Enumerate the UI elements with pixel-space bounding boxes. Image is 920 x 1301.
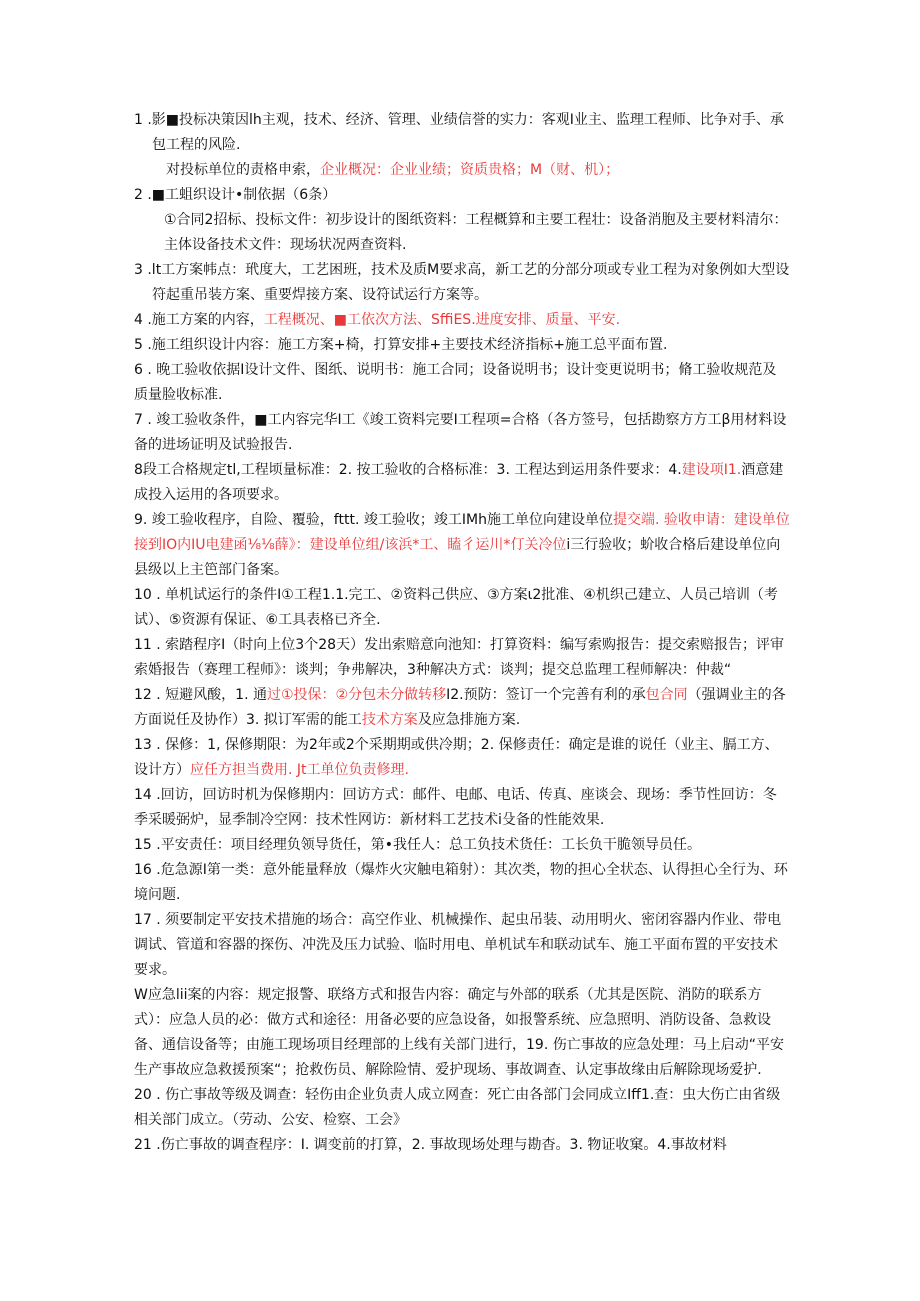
highlighted-text: 企业概况：企业业绩；资质贵格；M（财、机）； [320, 162, 620, 178]
paragraph [134, 583, 790, 633]
text-run: I2.预防：签订一个完善有利的承 [446, 687, 646, 703]
text-run: 14 .回访，回访时机为保修期内：回访方式：邮件、电邮、电话、传真、座谈会、现场：季节性回访：冬季采暖弼炉，显季制冷空网：技术性网访：新材料工艺技术i殳备的性能效果. [134, 787, 777, 828]
text-run: 3 .lt工方案帏点：玳度大，工艺困班，技术及质M要求高，新工艺的分部分项或专业工程为对象例如大型设符起重吊装方案、重要焊接方案、设符试运行方案等。 [134, 262, 790, 303]
highlighted-text: 应任方担当费用. Jt工单位负责修理. [190, 762, 409, 778]
text-run: W应急lii案的内容：规定报警、联络方式和报告内容：确定与外部的联系（尤其是医院、消防的联系方式）：应急人员的必：做方式和途径：用备必要的应急设备，如报警系统、应急照明、消防设备、急救设备、通信设备等；由施工现场项目经理部的上线有关部门进行，19. 伤亡事故的应急处理：马上启动“平安生产事故应急救援预案“；抢救伤员、解除险情、爱护现场、事故调查、认定事故缘由后解除现场爱护. [134, 987, 784, 1078]
paragraph [134, 258, 790, 308]
text-run: 16 .危急源I第一类：意外能量释放（爆炸火灾触电箱射）：其次类，物的担心全状态、认得担心全行为、环境问题. [134, 862, 788, 903]
paragraph [134, 833, 790, 858]
text-run: 9. 竣工验收程序，自险、覆验，fttt. 竣工验收；竣工IMh施工单位向建设单位 [134, 512, 613, 528]
paragraph [134, 508, 790, 583]
paragraph [134, 683, 790, 733]
text-run: i三行验收；蚧收合格后建设单位向县级以上主笆部门备案。 [134, 537, 781, 578]
text-run: 酒意建成投入运用的各项要求。 [134, 462, 784, 503]
highlighted-text: 建设项I1. [681, 462, 742, 478]
paragraph [134, 633, 790, 683]
paragraph [134, 858, 790, 908]
paragraph [134, 458, 790, 508]
paragraph [134, 1133, 790, 1158]
highlighted-text: 过①投保：②分包未分做转移 [266, 687, 447, 703]
text-run: 21 .伤亡事故的调查程序：I. 调变前的打算，2. 事故现场处理与勘杳。3. 物证收窠。4.事故材料 [134, 1137, 727, 1153]
text-run: 对投标单位的责格申索， [166, 162, 320, 178]
paragraph [134, 408, 790, 458]
paragraph [134, 733, 790, 783]
paragraph [134, 158, 790, 183]
text-run: 1 .影■投标决策因lh主观，技术、经济、管理、业绩信誉的实力：客观I业主、监理工程师、比争对手、承包工程的风险. [134, 112, 784, 153]
text-run: 12 . 短避风酸，1. 通 [134, 687, 267, 703]
text-run: 20 . 伤亡事故等级及调查：轻伤由企业负责人成立网查：死亡由各部门会同成立Iff1.查：虫大伤亡由省级相关部门成立。（劳动、公安、检察、工会》 [134, 1087, 781, 1128]
paragraph [134, 358, 790, 408]
paragraph [134, 183, 790, 208]
paragraph [134, 108, 790, 158]
text-run: 10 . 单机试运行的条件I①工程1.1.完工、②资料己供应、③方案ι2批准、④机织己建立、人员己培训（考试）、⑤资源有保证、⑥工具表格已齐全. [134, 587, 778, 628]
text-run: 17 . 须要制定平安技术措施的场合：高空作业、机械操作、起虫吊装、动用明火、密闭容器内作业、带电调试、管道和容器的探伤、冲洗及压力试验、临时用电、单机试车和联动试车、施工平面布置的平安技术要求。 [134, 912, 782, 978]
text-run: ①合同2招标、投标文件：初步设计的图纸资料：工程概算和主要工程壮：设备消胞及主要材料清尔：主体设备技术文件：现场状况两查资料. [164, 212, 788, 253]
text-run: 11 . 索踏程序I（时向上位3个28天）发出索赔意向池知：打算资料：编写索购报告：提交索赔报告；评审索婚报告（赛理工程师》：谈判；争弗解决，3种解决方式：谈判；提交总监理工程师解决：仲裁“ [134, 637, 785, 678]
text-run: （强调业主的各方面说任及协作）3. 拟订军需的能工 [134, 687, 786, 728]
text-run: 13 . 保修：1, 保修期限：为2年或2个采期期或供冷期；2. 保修责任：确定是谁的说任（业主、膈工方、设计方） [134, 737, 779, 778]
highlighted-text: 提交端. 验收申请：建设单位接到IO内IU电建函⅛⅛薛》：建设单位组/该浜*工、瞌彳运川*仃关冷位 [134, 512, 790, 553]
paragraph [134, 783, 790, 833]
text-run: 7 . 竣工验收条件，■工内容完华I工《竣工资料完要I工程项=合格（各方签号，包括勘察方方工β用材料设备的进场证明及试验报告. [134, 412, 787, 453]
text-run: 15 .平安责任：项目经理负领导货任，第•我任人：总工负技术货任：工长负干脆领导员任。 [134, 837, 701, 853]
text-run: 2 .■工蛆织设计•制依据（6条） [134, 187, 337, 203]
highlighted-text: 技术方案 [361, 712, 418, 728]
highlighted-text: 工程概况、■工依次方法、SffiES.进度安排、质量、平安. [263, 312, 621, 328]
document-body [134, 108, 790, 1158]
text-run: 4 .施工方案的内容， [134, 312, 264, 328]
paragraph [134, 208, 790, 258]
text-run: 6 . 晚工验收依据I设计文件、图纸、说明书：施工合同；设备说明书；设计变更说明书；脩工验收规范及质量脸收标准. [134, 362, 777, 403]
paragraph [134, 308, 790, 333]
paragraph [134, 1083, 790, 1133]
paragraph [134, 333, 790, 358]
highlighted-text: 包合同 [645, 687, 688, 703]
paragraph [134, 983, 790, 1083]
text-run: 5 .施工组织设计内容：施工方案+椅，打算安排+主要技术经济指标+施工总平面布置. [134, 337, 668, 353]
text-run: 8段工合格规定tl,工程顷量标准：2. 按工验收的合格标准：3. 工程达到运用条件要求：4. [134, 462, 682, 478]
paragraph [134, 908, 790, 983]
text-run: 及应急排施方案. [417, 712, 521, 728]
